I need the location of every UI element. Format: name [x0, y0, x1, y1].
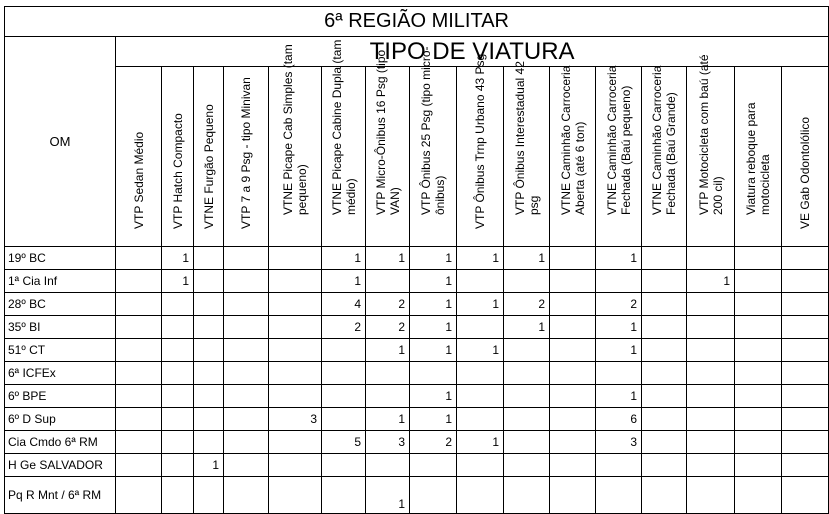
value-cell — [194, 408, 224, 431]
value-cell: 1 — [410, 316, 457, 339]
value-cell — [504, 477, 550, 514]
value-cell — [457, 477, 504, 514]
value-cell — [782, 385, 829, 408]
value-cell — [116, 247, 162, 270]
value-cell — [687, 477, 735, 514]
column-header — [269, 44, 322, 247]
value-cell — [366, 270, 410, 293]
table-row — [5, 385, 829, 408]
value-cell — [550, 454, 596, 477]
value-cell — [782, 247, 829, 270]
value-cell: 1 — [366, 408, 410, 431]
value-cell — [550, 339, 596, 362]
value-cell: 2 — [410, 431, 457, 454]
value-cell — [322, 362, 366, 385]
column-header — [642, 67, 687, 247]
value-cell — [642, 454, 687, 477]
value-cell: 1 — [322, 270, 366, 293]
value-cell: 1 — [366, 477, 410, 514]
value-cell — [687, 408, 735, 431]
value-cell — [457, 270, 504, 293]
value-cell — [224, 477, 269, 514]
value-cell — [550, 247, 596, 270]
om-cell: 28º BC — [5, 293, 116, 316]
value-cell — [782, 454, 829, 477]
value-cell: 1 — [504, 316, 550, 339]
value-cell — [550, 316, 596, 339]
value-cell — [269, 454, 322, 477]
value-cell — [457, 362, 504, 385]
value-cell — [162, 454, 194, 477]
column-header — [116, 67, 162, 247]
column-header-label: VTNE Caminhão Carroceria Fechada (Baú pequeno) — [604, 65, 633, 215]
value-cell — [735, 270, 782, 293]
table-row — [5, 247, 829, 270]
value-cell — [224, 362, 269, 385]
value-cell — [687, 293, 735, 316]
value-cell — [642, 339, 687, 362]
vehicle-type-header: TIPO DE VIATURA — [116, 37, 829, 67]
om-cell: 6º D Sup — [5, 408, 116, 431]
value-cell — [224, 293, 269, 316]
table-row — [5, 477, 829, 514]
value-cell — [782, 270, 829, 293]
table-row — [5, 270, 829, 293]
value-cell — [642, 431, 687, 454]
value-cell: 1 — [410, 385, 457, 408]
value-cell — [194, 247, 224, 270]
value-cell — [366, 385, 410, 408]
value-cell: 1 — [162, 270, 194, 293]
om-header: OM — [5, 37, 116, 247]
table-row — [5, 454, 829, 477]
table-row — [5, 408, 829, 431]
value-cell — [457, 408, 504, 431]
value-cell: 1 — [410, 270, 457, 293]
value-cell: 2 — [504, 293, 550, 316]
value-cell — [322, 385, 366, 408]
value-cell — [224, 339, 269, 362]
value-cell — [642, 270, 687, 293]
value-cell — [642, 408, 687, 431]
column-header-label: VTP 7 a 9 Psg - tipo Minivan — [239, 77, 253, 229]
vehicle-table — [4, 6, 829, 514]
value-cell — [504, 362, 550, 385]
column-header-label: VTNE Caminhão Carroceria Fechada (Baú Grande) — [650, 65, 678, 215]
value-cell — [735, 454, 782, 477]
value-cell: 2 — [366, 316, 410, 339]
value-cell: 1 — [366, 247, 410, 270]
value-cell — [782, 362, 829, 385]
value-cell — [224, 270, 269, 293]
value-cell — [642, 316, 687, 339]
column-header-label: VTNE Caminhão Carroceria Aberta (até 6 ton) — [558, 65, 587, 215]
value-cell — [116, 362, 162, 385]
om-cell: 19º BC — [5, 247, 116, 270]
value-cell — [162, 339, 194, 362]
column-header — [162, 67, 194, 247]
value-cell — [735, 431, 782, 454]
value-cell — [735, 362, 782, 385]
value-cell — [194, 431, 224, 454]
value-cell — [642, 293, 687, 316]
value-cell — [550, 362, 596, 385]
column-header-label: VTP Ônibus Interestadual 42 psg — [512, 61, 541, 215]
value-cell — [687, 247, 735, 270]
value-cell — [596, 270, 642, 293]
value-cell — [687, 454, 735, 477]
value-cell — [782, 408, 829, 431]
value-cell: 1 — [162, 247, 194, 270]
value-cell — [116, 454, 162, 477]
value-cell — [116, 431, 162, 454]
value-cell — [194, 385, 224, 408]
value-cell — [116, 293, 162, 316]
value-cell — [642, 477, 687, 514]
column-header-label: VTP Ônibus Trnp Urbano 43 Psg — [473, 53, 487, 229]
column-header-label: VTP Hatch Compacto — [170, 113, 185, 229]
value-cell — [322, 477, 366, 514]
column-header-label: VTNE Furgão Pequeno — [201, 104, 216, 229]
value-cell: 2 — [596, 293, 642, 316]
value-cell — [504, 339, 550, 362]
value-cell — [550, 408, 596, 431]
value-cell — [269, 293, 322, 316]
value-cell: 1 — [504, 247, 550, 270]
om-cell: Pq R Mnt / 6ª RM — [5, 477, 116, 514]
value-cell: 2 — [366, 293, 410, 316]
value-cell — [162, 385, 194, 408]
value-cell — [410, 477, 457, 514]
value-cell — [782, 339, 829, 362]
column-header — [457, 53, 504, 247]
value-cell — [224, 454, 269, 477]
value-cell — [116, 270, 162, 293]
value-cell — [550, 431, 596, 454]
om-cell: 6º BPE — [5, 385, 116, 408]
value-cell — [550, 293, 596, 316]
value-cell — [224, 431, 269, 454]
column-header-label: Viatura reboque para motocicleta — [744, 102, 772, 215]
value-cell: 3 — [596, 431, 642, 454]
value-cell — [116, 408, 162, 431]
value-cell — [504, 270, 550, 293]
value-cell: 3 — [269, 408, 322, 431]
value-cell — [782, 431, 829, 454]
value-cell: 1 — [410, 247, 457, 270]
column-header-label: VTP Sedan Médio — [131, 131, 146, 229]
value-cell — [687, 431, 735, 454]
column-header — [735, 67, 782, 247]
om-cell: 35º BI — [5, 316, 116, 339]
value-cell: 1 — [596, 385, 642, 408]
column-header — [366, 49, 410, 247]
column-header — [224, 67, 269, 247]
value-cell — [162, 477, 194, 514]
om-cell: Cia Cmdo 6ª RM — [5, 431, 116, 454]
value-cell — [269, 477, 322, 514]
value-cell — [504, 431, 550, 454]
value-cell — [457, 454, 504, 477]
value-cell: 1 — [457, 293, 504, 316]
column-header-label: VTNE Picape Cab Simples (tam pequeno) — [281, 44, 309, 215]
value-cell: 1 — [457, 339, 504, 362]
value-cell — [322, 339, 366, 362]
value-cell — [269, 362, 322, 385]
value-cell — [224, 385, 269, 408]
value-cell: 1 — [410, 339, 457, 362]
column-header — [782, 67, 829, 247]
value-cell: 1 — [457, 247, 504, 270]
value-cell: 1 — [322, 247, 366, 270]
column-header — [504, 61, 550, 247]
value-cell — [162, 362, 194, 385]
value-cell — [457, 385, 504, 408]
value-cell — [735, 408, 782, 431]
value-cell — [687, 385, 735, 408]
column-header — [550, 67, 596, 247]
column-header — [194, 67, 224, 247]
value-cell — [550, 270, 596, 293]
column-header-label: VTNE Picape Cabine Dupla (tam médio) — [329, 39, 358, 215]
value-cell: 6 — [596, 408, 642, 431]
table-row — [5, 316, 829, 339]
value-cell — [735, 247, 782, 270]
value-cell — [162, 316, 194, 339]
value-cell — [782, 316, 829, 339]
column-header-label: VTP Micro-Ônibus 16 Psg (tipo VAN) — [373, 49, 402, 215]
value-cell — [687, 362, 735, 385]
value-cell — [642, 385, 687, 408]
value-cell — [269, 247, 322, 270]
value-cell — [366, 454, 410, 477]
value-cell — [504, 408, 550, 431]
value-cell — [687, 316, 735, 339]
value-cell — [596, 454, 642, 477]
value-cell: 1 — [687, 270, 735, 293]
value-cell — [366, 362, 410, 385]
table-row — [5, 293, 829, 316]
value-cell — [269, 339, 322, 362]
value-cell — [194, 270, 224, 293]
column-header — [410, 46, 457, 247]
value-cell — [194, 316, 224, 339]
value-cell — [116, 385, 162, 408]
table-row — [5, 362, 829, 385]
value-cell — [194, 293, 224, 316]
value-cell — [596, 362, 642, 385]
value-cell — [116, 339, 162, 362]
value-cell: 3 — [366, 431, 410, 454]
value-cell — [224, 247, 269, 270]
value-cell — [457, 316, 504, 339]
value-cell — [162, 408, 194, 431]
value-cell: 1 — [596, 247, 642, 270]
value-cell — [735, 293, 782, 316]
value-cell — [194, 477, 224, 514]
value-cell — [735, 385, 782, 408]
value-cell — [269, 316, 322, 339]
value-cell — [162, 293, 194, 316]
value-cell — [224, 408, 269, 431]
column-header — [687, 54, 735, 247]
column-header-label: VE Gab Odontolólico — [798, 116, 813, 229]
value-cell: 1 — [410, 293, 457, 316]
om-cell: 6ª ICFEx — [5, 362, 116, 385]
value-cell: 2 — [322, 316, 366, 339]
value-cell — [410, 362, 457, 385]
value-cell: 1 — [596, 316, 642, 339]
value-cell: 4 — [322, 293, 366, 316]
value-cell: 5 — [322, 431, 366, 454]
table-row — [5, 339, 829, 362]
value-cell — [194, 339, 224, 362]
value-cell — [224, 316, 269, 339]
value-cell — [322, 454, 366, 477]
column-header — [596, 67, 642, 247]
table-row — [5, 431, 829, 454]
column-header-label: VTP Motocicleta com baú (até 200 cil) — [696, 54, 725, 215]
value-cell — [194, 362, 224, 385]
value-cell — [162, 431, 194, 454]
value-cell — [269, 270, 322, 293]
value-cell — [269, 385, 322, 408]
value-cell — [504, 454, 550, 477]
om-cell: H Ge SALVADOR — [5, 454, 116, 477]
value-cell — [642, 247, 687, 270]
value-cell: 1 — [410, 408, 457, 431]
value-cell — [642, 362, 687, 385]
value-cell — [410, 454, 457, 477]
value-cell — [735, 316, 782, 339]
column-header — [322, 39, 366, 247]
value-cell — [735, 477, 782, 514]
value-cell: 1 — [596, 339, 642, 362]
table-title: 6ª REGIÃO MILITAR — [5, 7, 829, 37]
value-cell — [735, 339, 782, 362]
om-cell: 51º CT — [5, 339, 116, 362]
value-cell — [782, 477, 829, 514]
value-cell: 1 — [366, 339, 410, 362]
value-cell: 1 — [194, 454, 224, 477]
value-cell — [322, 408, 366, 431]
column-header-label: VTP Ônibus 25 Psg (tipo micro-ônibus) — [419, 46, 447, 215]
value-cell — [269, 431, 322, 454]
value-cell — [596, 477, 642, 514]
om-cell: 1ª Cia Inf — [5, 270, 116, 293]
value-cell — [116, 477, 162, 514]
value-cell — [687, 339, 735, 362]
value-cell — [116, 316, 162, 339]
value-cell: 1 — [457, 431, 504, 454]
value-cell — [504, 385, 550, 408]
value-cell — [550, 477, 596, 514]
value-cell — [782, 293, 829, 316]
value-cell — [550, 385, 596, 408]
